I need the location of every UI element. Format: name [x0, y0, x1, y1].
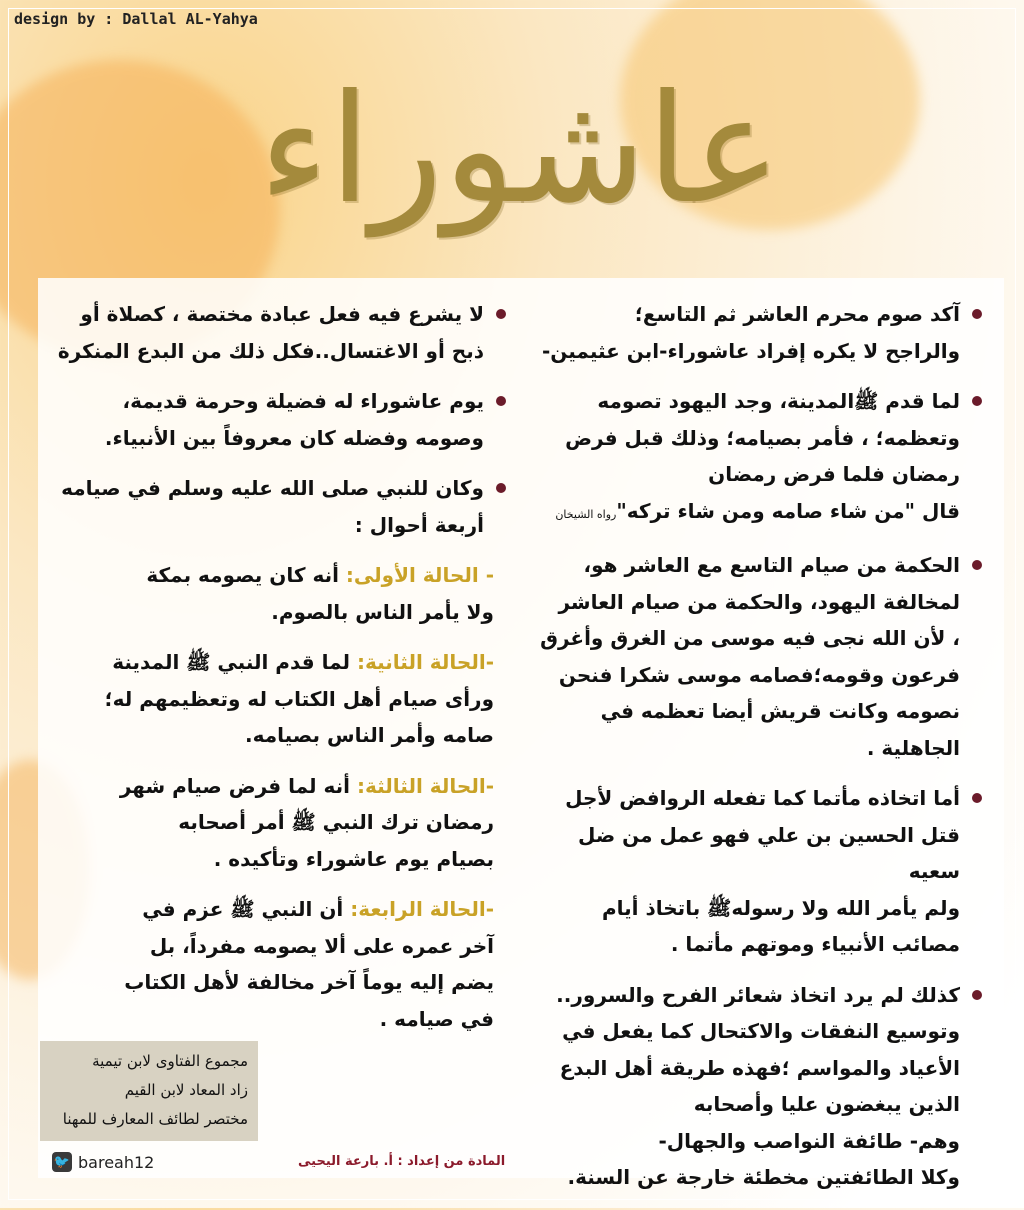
text-line: أربعة أحوال : [354, 512, 484, 537]
text-line: وصومه وفضله كان معروفاً بين الأنبياء. [104, 425, 484, 450]
text-line: وتوسيع النفقات والاكتحال كما يفعل في [562, 1019, 960, 1043]
page-title: عاشوراء [258, 63, 782, 237]
text-line: آخر عمره على ألا يصومه مفرداً، بل [149, 933, 494, 958]
text-line: الجاهلية . [866, 735, 960, 760]
text-line [56, 557, 494, 594]
source-note: رواه الشيخان [555, 507, 617, 521]
text-line: صامه وأمر الناس بصيامه. [245, 723, 494, 747]
text-line: وتعظمه؛ ، فأمر بصيامه؛ وذلك قبل فرض [565, 425, 960, 450]
bullet-item [520, 780, 982, 963]
reference-line: مختصر لطائف المعارف للمهنا [62, 1110, 248, 1128]
bullet-dot [972, 560, 982, 570]
state-label: -الحالة الرابعة: [350, 897, 494, 921]
state-text: لما قدم النبي ﷺ المدينة [112, 650, 357, 674]
text-line: قال "من شاء صامه ومن شاء تركه"رواه الشيخان [555, 498, 960, 523]
state-item [56, 891, 506, 1037]
text-line: لما قدم ﷺالمدينة، وجد اليهود تصومه [597, 389, 960, 413]
state-text: أنه كان يصومه بمكة [146, 563, 346, 587]
text-line: رمضان فلما فرض رمضان [708, 462, 960, 486]
text-line: والراجح لا يكره إفراد عاشوراء-ابن عثيمين- [541, 338, 960, 363]
prepared-by: المادة من إعداد : أ. بارعة اليحيى [298, 1154, 506, 1169]
bullet-dot [972, 396, 982, 406]
text-line [56, 644, 494, 681]
left-column [56, 296, 506, 1051]
text-line: وهم- طائفة النواصب والجهال- [658, 1128, 960, 1153]
text-line: يوم عاشوراء له فضيلة وحرمة قديمة، [122, 389, 484, 413]
bullet-dot [972, 793, 982, 803]
text-line: أما اتخاذه مأتما كما تفعله الروافض لأجل [565, 786, 960, 810]
reference-line: زاد المعاد لابن القيم [124, 1081, 248, 1099]
text-line: الحكمة من صيام التاسع مع العاشر هو، [583, 553, 960, 577]
state-label: -الحالة الثالثة: [356, 773, 494, 798]
text-line: رمضان ترك النبي ﷺ أمر أصحابه [178, 810, 494, 834]
right-column [520, 296, 982, 1210]
state-text: أنه لما فرض صيام شهر [119, 773, 357, 798]
twitter-handle[interactable] [52, 1152, 154, 1172]
state-text: أن النبي ﷺ عزم في [142, 897, 351, 921]
text-line: آكد صوم محرم العاشر ثم التاسع؛ [634, 302, 960, 326]
reference-line: مجموع الفتاوى لابن تيمية [92, 1052, 248, 1070]
state-item [56, 557, 506, 630]
text-line: مصائب الأنبياء وموتهم مأتما . [670, 932, 960, 956]
text-line [56, 891, 494, 928]
text-line: ذبح أو الاغتسال..فكل ذلك من البدع المنكرة [57, 338, 484, 363]
bullet-dot [972, 309, 982, 319]
text-line: ورأى صيام أهل الكتاب له وتعظيمهم له؛ [104, 686, 494, 711]
text-line: نصومه وكانت قريش أيضا تعظمه في [600, 699, 960, 723]
bullet-item [56, 383, 506, 456]
text-line: الأعياد والمواسم ؛فهذه طريقة أهل البدع [559, 1055, 960, 1080]
state-item [56, 768, 506, 878]
text-line: لا يشرع فيه فعل عبادة مختصة ، كصلاة أو [80, 302, 484, 326]
bullet-dot [496, 309, 506, 319]
bullet-item [520, 977, 982, 1196]
state-label: -الحالة الثانية: [356, 650, 494, 674]
text-line: لمخالفة اليهود، والحكمة من صيام العاشر [558, 589, 960, 614]
text-line: يضم إليه يوماً آخر مخالفة لأهل الكتاب [124, 970, 494, 994]
state-item [56, 644, 506, 754]
text-line: فرعون وقومه؛فصامه موسى شكرا فنحن [558, 662, 960, 687]
bullet-item [520, 547, 982, 766]
bullet-item [56, 470, 506, 543]
text-line: وكلا الطائفتين مخطئة خارجة عن السنة. [567, 1165, 960, 1189]
designer-credit: design by : Dallal AL-Yahya [14, 10, 258, 28]
twitter-icon: 🐦 [52, 1152, 72, 1172]
text-line: في صيامه . [379, 1006, 494, 1031]
text-line: بصيام يوم عاشوراء وتأكيده . [213, 846, 494, 871]
text-line: وكان للنبي صلى الله عليه وسلم في صيامه [61, 476, 484, 500]
bullet-item [520, 296, 982, 369]
references-box [40, 1041, 258, 1141]
text-line: كذلك لم يرد اتخاذ شعائر الفرح والسرور.. [556, 982, 960, 1007]
bullet-item [56, 296, 506, 369]
bullet-item [520, 383, 982, 533]
bullet-dot [496, 396, 506, 406]
text-line: قتل الحسين بن علي فهو عمل من ضل سعيه [577, 822, 960, 883]
text-line: ، لأن الله نجى فيه موسى من الغرق وأغرق [540, 626, 960, 650]
twitter-handle-text: bareah12 [78, 1152, 155, 1172]
bullet-dot [496, 483, 506, 493]
text-line: ولم يأمر الله ولا رسولهﷺ باتخاذ أيام [602, 895, 960, 920]
text-line: الذين يبغضون عليا وأصحابه [693, 1092, 960, 1116]
text-line [56, 768, 494, 805]
text-line: ولا يأمر الناس بالصوم. [271, 599, 494, 624]
title-area [258, 30, 782, 270]
bullet-dot [972, 990, 982, 1000]
state-label: - الحالة الأولى: [345, 563, 494, 587]
